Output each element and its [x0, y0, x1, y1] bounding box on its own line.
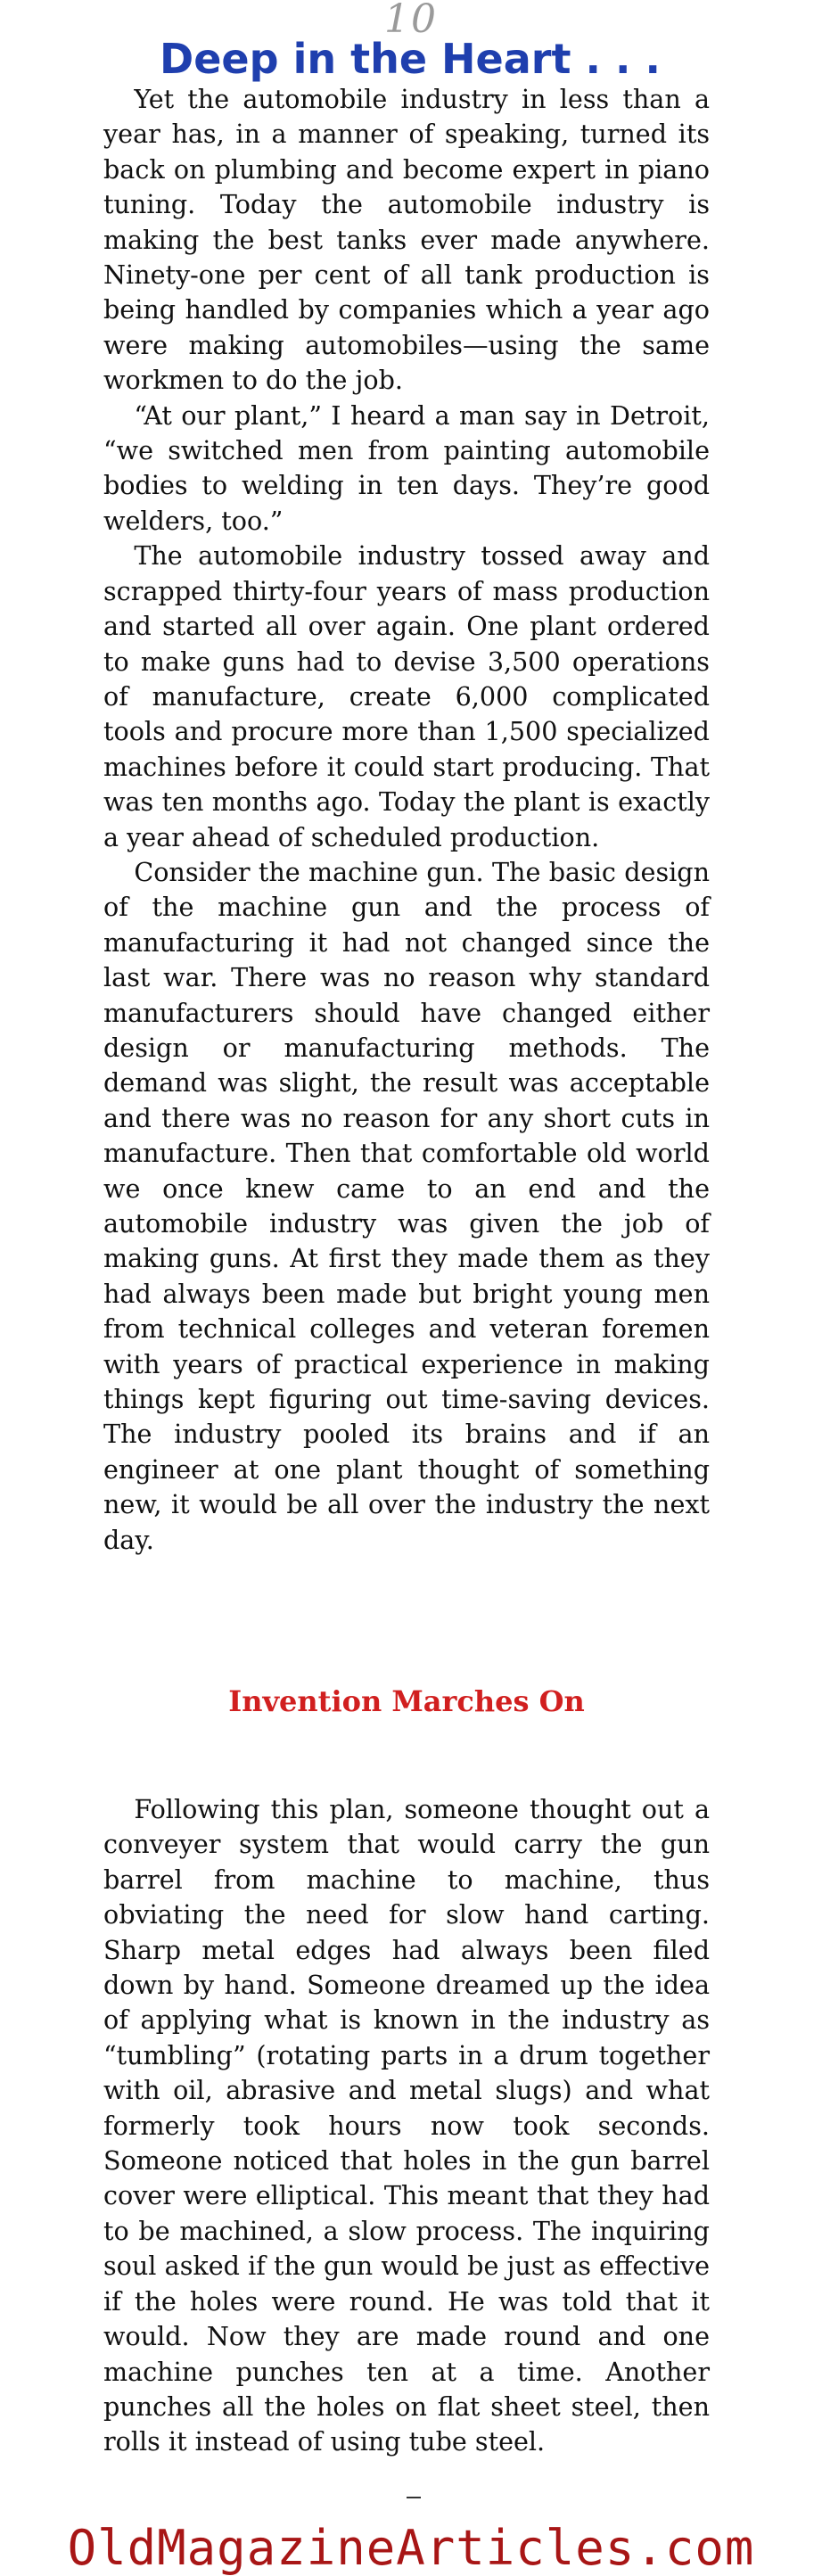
article-body-section-2: [103, 1792, 710, 2460]
page-number: 10: [384, 0, 438, 42]
article-body-section-1: [103, 82, 710, 1558]
site-watermark: OldMagazineArticles.com: [67, 2520, 755, 2576]
end-dash-divider: [407, 2497, 421, 2498]
paragraph: Yet the automobile industry in less than a year has, in a manner of speaking, turned its back on plumbing and become expert in piano tuning. Today the automobile industry is making the best tanks ever made anywhere. Ninety-one per cent of all tank production is being handled by companies which a year ago were making automobiles—using the same workmen to do the job.: [103, 84, 710, 396]
paragraph: Following this plan, someone thought out a conveyer system that would carry the gun barrel from machine to machine, thus obviating the need for slow hand carting. Sharp metal edges had always been filed down by hand. Someone dreamed up the idea of applying what is known in the industry as “tumbling” (rotating parts in a drum together with oil, abrasive and metal slugs) and what formerly took hours now took seconds. Someone noticed that holes in the gun barrel cover were elliptical. This meant that they had to be machined, a slow process. The inquiring soul asked if the gun would be just as effective if the holes were round. He was told that it would. Now they are made round and one machine punches ten at a time. Another punches all the holes on flat sheet steel, then rolls it instead of using tube steel.: [103, 1794, 710, 2457]
paragraph: The automobile industry tossed away and scrapped thirty-four years of mass production and started all over again. One plant ordered to make guns had to devise 3,500 operations of manufacture, create 6,000 complicated tools and procure more than 1,500 specialized machines before it could start producing. That was ten months ago. Today the plant is exactly a year ahead of scheduled production.: [103, 540, 710, 852]
article-headline: Deep in the Heart . . .: [160, 35, 661, 83]
paragraph: Consider the machine gun. The basic design of the machine gun and the process of manufacturing it had not changed since the last war. There was no reason why standard manufacturers should have changed either design or manufacturing methods. The demand was slight, the result was acceptable and there was no reason for any short cuts in manufacture. Then that comfortable old world we once knew came to an end and the automobile industry was given the job of making guns. At first they made them as they had always been made but bright young men from technical colleges and veteran foremen with years of practical experience in making things kept figuring out time-saving devices. The industry pooled its brains and if an engineer at one plant thought of something new, it would be all over the industry the next day.: [103, 856, 710, 1555]
paragraph: “At our plant,” I heard a man say in Detroit, “we switched men from painting automobile bodies to welding in ten days. They’re good welders, too.”: [103, 399, 710, 536]
section-subhead: Invention Marches On: [228, 1684, 585, 1718]
